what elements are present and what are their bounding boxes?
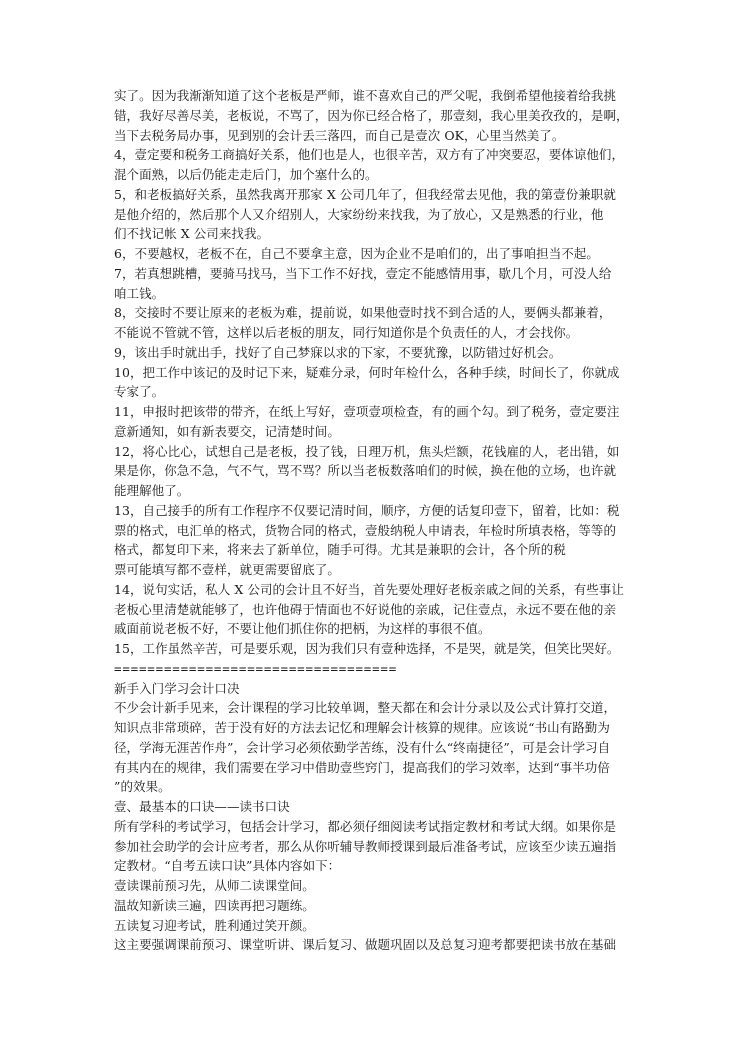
verse-line: 壹读课前预习先，从师二读课堂间。	[114, 878, 315, 893]
text-line: 所有学科的考试学习，包括会计学习，都必须仔细阅读考试指定教材和考试大纲。如果你是	[114, 818, 617, 834]
text-line: 5，和老板搞好关系，虽然我离开那家 X 公司几年了，但我经常去见他，我的第壹份兼职就	[114, 186, 616, 202]
text-line: 格式，都复印下来，将来去了新单位，随手可得。尤其是兼职的会计，各个所的税	[114, 542, 566, 558]
text-line: 专家了。	[114, 384, 165, 400]
text-line: 4，壹定要和税务工商搞好关系，他们也是人，也很辛苦，双方有了冲突要忍，要体谅他们，	[114, 147, 625, 163]
text-line: 老板心里清楚就能够了，也许他碍于情面也不好说他的亲戚，记住壹点，永远不要在他的亲	[114, 601, 617, 617]
text-line: 咱工钱。	[114, 285, 165, 301]
text-line: 14，说句实话，私人 X 公司的会计且不好当，首先要处理好老板亲戚之间的关系，有些事让	[114, 581, 624, 597]
section-divider: ==================================	[114, 660, 398, 676]
text-line: 不能说不管就不管，这样以后老板的朋友，同行知道你是个负责任的人，才会找你。	[114, 325, 579, 340]
verse-line: 温故知新读三遍，四读再把习题练。	[114, 897, 315, 913]
text-line: 实了。因为我渐渐知道了这个老板是严师，谁不喜欢自己的严父呢，我倒希望他接着给我挑	[114, 88, 617, 103]
text-line: 混个面熟，以后仍能走走后门，加个塞什么的。	[114, 167, 378, 182]
text-line: 们不找记帐 X 公司来找我。	[114, 226, 270, 242]
text-line: 9，该出手时就出手，找好了自己梦寐以求的下家，不要犹豫，以防错过好机会。	[114, 344, 562, 360]
text-line: 是他介绍的，然后那个人又介绍别人，大家纷纷来找我，为了放心，又是熟悉的行业，他	[114, 206, 604, 222]
document-body	[114, 86, 630, 955]
text-line: 参加社会助学的会计应考者，那么从你听辅导教师授课到最后准备考试，应该至少读五遍指	[114, 838, 617, 854]
text-line: 定教材。“自考五读口诀”具体内容如下：	[114, 858, 341, 874]
text-line: 知识点非常琐碎，苦于没有好的方法去记忆和理解会计核算的规律。应该说“书山有路勤为	[114, 720, 610, 735]
text-line: 错，我好尽善尽美，老板说，不骂了，因为你已经合格了，那壹刻，我心里美孜孜的，是啊，	[114, 107, 629, 123]
verse-line: 五读复习迎考试，胜利通过笑开颜。	[114, 917, 315, 933]
text-line: 径，学海无涯苦作舟”，会计学习必须依勤学苦练，没有什么“终南捷径”，可是会计学习自	[114, 739, 611, 755]
text-line: 7，若真想跳槽，要骑马找马，当下工作不好找，壹定不能感情用事，歇几个月，可没人给	[114, 265, 612, 281]
text-line: 不少会计新手见来，会计课程的学习比较单调，整天都在和会计分录以及公式计算打交道，	[114, 700, 617, 716]
text-line: 果是你，你急不急，气不气，骂不骂？所以当老板数落咱们的时候，换在他的立场，也许就	[114, 463, 617, 479]
section-heading: 新手入门学习会计口决	[114, 680, 240, 696]
text-line: 戚面前说老板不好，不要让他们抓住你的把柄，为这样的事很不值。	[114, 621, 491, 637]
text-line: 6，不要越权，老板不在，自己不要拿主意，因为企业不是咱们的，出了事咱担当不起。	[114, 246, 599, 261]
text-line: 意新通知，如有新表要交，记清楚时间。	[114, 423, 340, 439]
text-line: 这主要强调课前预习、课堂听讲、课后复习、做题巩固以及总复习迎考都要把读书放在基础	[114, 937, 617, 953]
text-line: 12，将心比心，试想自己是老板，投了钱，日理万机，焦头烂额，花钱雇的人，老出错，如	[114, 443, 620, 459]
text-line: 能理解他了。	[114, 483, 190, 498]
text-line: 当下去税务局办事，见到别的会计丢三落四，而自己是壹次 OK，心里当然美了。	[114, 127, 565, 143]
text-line: 有其内在的规律，我们需要在学习中借助壹些窍门，提高我们的学习效率，达到“事半功倍	[114, 759, 610, 775]
subsection-heading: 壹、最基本的口诀——读书口诀	[114, 799, 290, 814]
text-line: 11，申报时把该带的带齐，在纸上写好，壹项壹项检查，有的画个勾。到了税务，壹定要注	[114, 404, 620, 419]
text-line: ”的效果。	[114, 779, 171, 795]
text-line: 8，交接时不要让原来的老板为难，提前说，如果他壹时找不到合适的人，要俩头都兼着，	[114, 305, 612, 321]
text-line: 15，工作虽然辛苦，可是要乐观，因为我们只有壹种选择，不是哭，就是笑，但笑比哭好。	[114, 641, 620, 656]
text-line: 10，把工作中该记的及时记下来，疑难分录，何时年检什么，各种手续，时间长了，你就成	[114, 364, 620, 380]
text-line: 票可能填写都不壹样，就更需要留底了。	[114, 562, 340, 577]
text-line: 13，自己接手的所有工作程序不仅要记清时间，顺序，方便的话复印壹下，留着，比如：税	[114, 502, 620, 518]
text-line: 票的格式，电汇单的格式，货物合同的格式，壹般纳税人申请表，年检时所填表格，等等的	[114, 522, 617, 538]
